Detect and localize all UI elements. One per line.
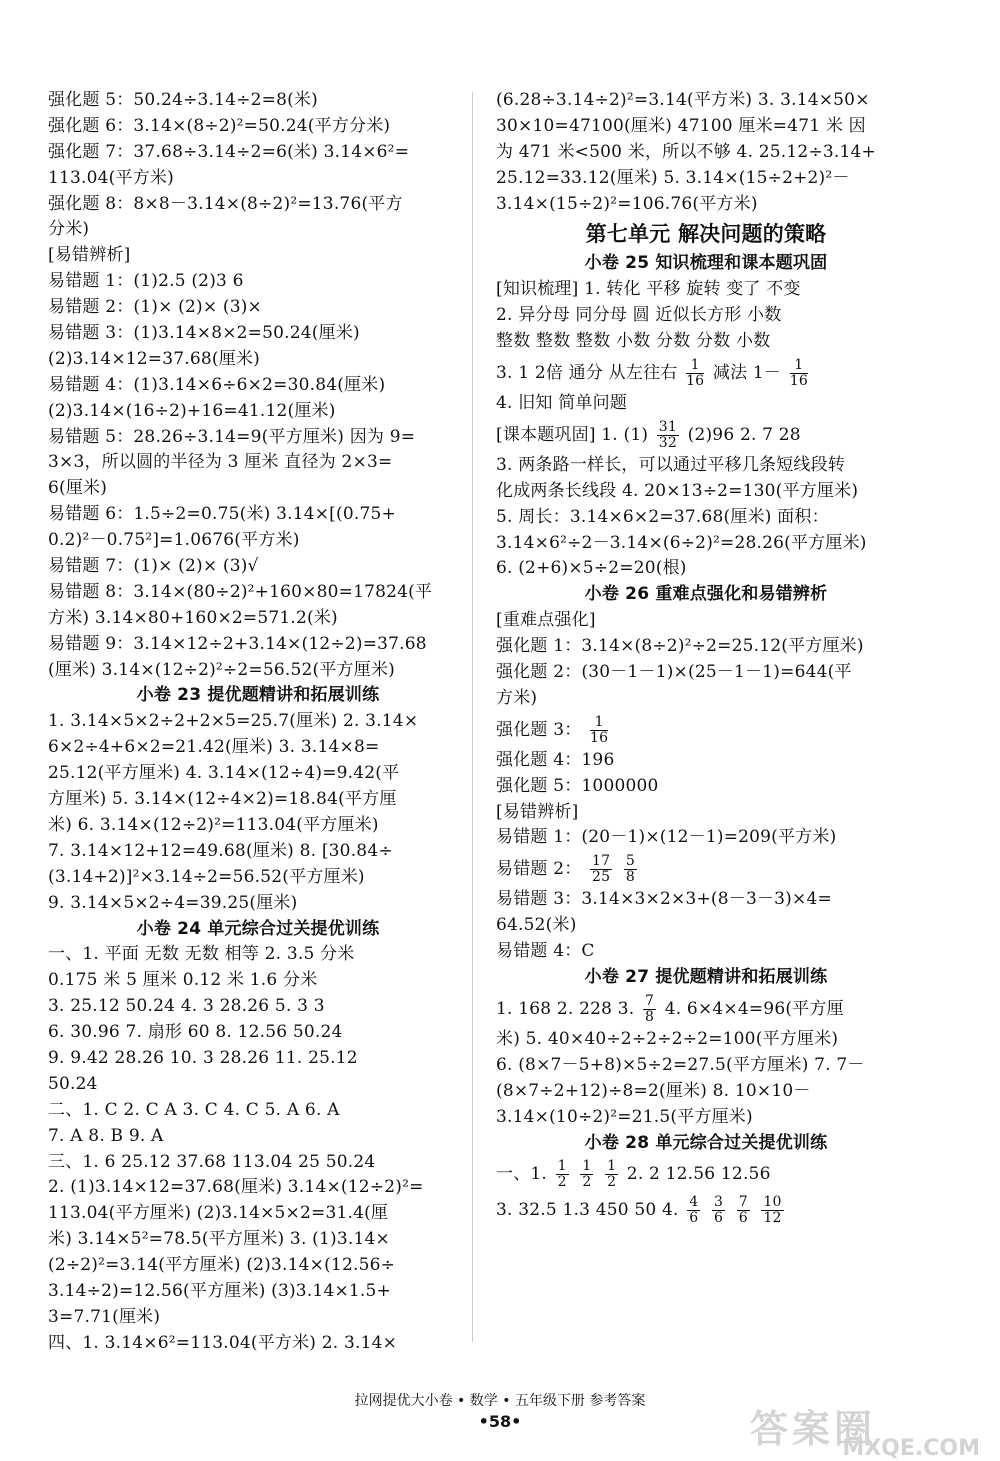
answer-line: 易错题 9：3.14×12÷2+3.14×(12÷2)=37.68: [48, 633, 427, 654]
quiz-title: 小卷 24 单元综合过关提优训练: [136, 918, 380, 939]
numerator: 1: [557, 1158, 567, 1175]
answer-line: 3=7.71(厘米): [48, 1306, 161, 1327]
text: 减法 1－: [712, 363, 782, 384]
q25-line-fractions: [496, 355, 916, 391]
unit-title: 第七单元 解决问题的策略: [585, 222, 827, 247]
fraction: [761, 1195, 783, 1226]
page-number: •58•: [478, 1412, 522, 1431]
text: 一、1.: [496, 1164, 548, 1185]
q25-line-fractions: [496, 417, 916, 453]
watermark-text: 答案圈: [750, 1407, 877, 1451]
quiz-25-title: 小卷 25 知识梳理和课本题巩固: [584, 253, 828, 274]
numerator: 7: [644, 992, 655, 1009]
answer-line: 25.12(平方厘米) 4. 3.14×(12÷4)=9.42(平: [48, 763, 400, 784]
q25-line: 整数 整数 整数 小数 分数 分数 小数: [496, 331, 771, 352]
denominator: 2: [607, 1174, 617, 1191]
fraction: [686, 358, 704, 389]
numerator: 1: [607, 1158, 617, 1175]
q25-line: 2. 异分母 同分母 圆 近似长方形 小数: [496, 305, 782, 326]
answer-line: 6(厘米): [48, 478, 108, 499]
text: 1. 168 2. 228 3.: [496, 998, 635, 1019]
denominator: 16: [789, 373, 808, 390]
q26-line: 强化题 5：1000000: [496, 775, 659, 796]
q27-line: 6. (8×7－5+8)×5÷2=27.5(平方厘米) 7. 7－: [496, 1054, 865, 1075]
q26-line: 易错题 4：C: [496, 941, 595, 962]
answer-line: 0.175 米 5 厘米 0.12 米 1.6 分米: [48, 970, 318, 991]
answer-line: 3. 25.12 50.24 4. 3 28.26 5. 3 3: [48, 996, 325, 1017]
q27-line-fractions: [496, 991, 916, 1027]
text: 易错题 2：: [496, 859, 582, 880]
quiz-27-title: 小卷 27 提优题精讲和拓展训练: [584, 967, 828, 988]
answer-line: 易错题 2：(1)× (2)× (3)×: [48, 297, 263, 318]
fraction: [605, 1159, 618, 1190]
answer-line: 3×3，所以圆的半径为 3 厘米 直径为 2×3=: [48, 452, 393, 473]
answer-line: (3.14+2)]²×3.14÷2=56.52(平方厘米): [48, 866, 365, 887]
text: 强化题 3：: [496, 719, 582, 740]
answer-line: 1. 3.14×5×2÷2+2×5=25.7(厘米) 2. 3.14×: [48, 711, 419, 732]
answer-line: 易错题 6：1.5÷2=0.75(米) 3.14×[(0.75+: [48, 504, 396, 525]
q28-line-fractions: [496, 1192, 916, 1228]
answer-line: 0.2)²－0.75²]=1.0676(平方米): [48, 530, 300, 551]
q27-line: 3.14×(10÷2)²=21.5(平方厘米): [496, 1106, 753, 1127]
answer-line: 分米): [48, 219, 90, 240]
text: 3. 1 2倍 通分 从左往右: [496, 363, 678, 384]
numerator: 1: [790, 358, 808, 374]
q26-line: 易错题 3：3.14×3×2×3+(8－3－3)×4=: [496, 889, 832, 910]
numerator: 17: [592, 853, 611, 870]
fraction: [643, 994, 656, 1025]
numerator: 7: [738, 1194, 748, 1211]
q25-line: 化成两条长线段 4. 20×13÷2=130(平方厘米): [496, 480, 859, 501]
answer-line: 易错题 3：(1)3.14×8×2=50.24(厘米): [48, 323, 360, 344]
q28-line-fractions: [496, 1156, 916, 1192]
quiz-28-title: 小卷 28 单元综合过关提优训练: [584, 1132, 828, 1153]
answer-line: 25.12=33.12(厘米) 5. 3.14×(15÷2+2)²－: [496, 167, 850, 188]
right-top-continuation: [496, 88, 916, 217]
answer-line: 7. A 8. B 9. A: [48, 1125, 164, 1146]
numerator: 3: [713, 1194, 724, 1211]
denominator: 6: [738, 1210, 748, 1227]
quiz-26-title: 小卷 26 重难点强化和易错辨析: [584, 584, 828, 605]
q25-line: 3.14×6²÷2－3.14×(6÷2)²=28.26(平方厘米): [496, 532, 867, 553]
answer-line: 方厘米) 5. 3.14×(12÷4×2)=18.84(平方厘: [48, 789, 397, 810]
answer-line: 6. 30.96 7. 扇形 60 8. 12.56 50.24: [48, 1022, 343, 1043]
q26-line: 强化题 2：(30－1－1)×(25－1－1)=644(平: [496, 662, 852, 683]
q25-line: [知识梳理] 1. 转化 平移 旋转 变了 不变: [496, 279, 801, 300]
numerator: 4: [689, 1194, 699, 1211]
denominator: 16: [590, 729, 609, 746]
answer-line: 强化题 7：37.68÷3.14÷2=6(米) 3.14×6²=: [48, 141, 410, 162]
answer-line: 米) 3.14×5²=78.5(平方厘米) 3. (1)3.14×: [48, 1229, 390, 1250]
q27-line: 米) 5. 40×40÷2÷2÷2÷2=100(平方厘米): [496, 1028, 839, 1049]
q26-line: 64.52(米): [496, 915, 577, 936]
text: (2)96 2. 7 28: [687, 424, 801, 445]
answer-line: 2. (1)3.14×12=37.68(厘米) 3.14×(12÷2)²=: [48, 1177, 424, 1198]
answer-line: 9. 3.14×5×2÷4=39.25(厘米): [48, 892, 298, 913]
q26-line: [易错辨析]: [496, 801, 579, 822]
numerator: 1: [590, 715, 608, 731]
answer-line: 为 471 米<500 米，所以不够 4. 25.12÷3.14+: [496, 141, 876, 162]
answer-line: 方米) 3.14×80+160×2=571.2(米): [48, 607, 338, 628]
q26-line-fractions: [496, 851, 916, 887]
answer-line: (2)3.14×12=37.68(厘米): [48, 348, 260, 369]
answer-line: 强化题 5：50.24÷3.14÷2=8(米): [48, 90, 318, 110]
answer-line: [易错辨析]: [48, 245, 131, 266]
answer-line: 6×2÷4+6×2=21.42(厘米) 3. 3.14×8=: [48, 737, 380, 758]
numerator: 1: [686, 358, 704, 374]
fraction: [624, 854, 637, 885]
answer-line: 易错题 4：(1)3.14×6÷6×2=30.84(厘米): [48, 374, 386, 395]
answer-line: 米) 6. 3.14×(12÷2)²=113.04(平方厘米): [48, 814, 379, 835]
answer-line: 113.04(平方米): [48, 167, 174, 188]
answer-line: 四、1. 3.14×6²=113.04(平方米) 2. 3.14×: [48, 1332, 398, 1353]
answer-line: 3.14÷2)=12.56(平方厘米) (3)3.14×1.5+: [48, 1280, 391, 1301]
answer-line: 3.14×(15÷2)²=106.76(平方米): [496, 193, 758, 214]
answer-line: 50.24: [48, 1073, 98, 1094]
watermark-logo: [750, 1398, 980, 1461]
quiz-title: 小卷 23 提优题精讲和拓展训练: [136, 685, 380, 706]
answer-line: 强化题 6：3.14×(8÷2)²=50.24(平方分米): [48, 115, 391, 136]
answer-line: 9. 9.42 28.26 10. 3 28.26 11. 25.12: [48, 1047, 358, 1068]
answer-line: 易错题 8：3.14×(80÷2)²+160×80=17824(平: [48, 581, 433, 602]
fraction: [712, 1195, 725, 1226]
q25-line: 5. 周长：3.14×6×2=37.68(厘米) 面积：: [496, 506, 829, 527]
denominator: 6: [689, 1210, 699, 1227]
answer-line: 7. 3.14×12+12=49.68(厘米) 8. [30.84÷: [48, 840, 393, 861]
fraction: [657, 420, 679, 451]
watermark-url: MXQE.COM: [842, 1436, 980, 1461]
denominator: 8: [625, 869, 635, 886]
q25-line: 3. 两条路一样长，可以通过平移几条短线段转: [496, 454, 846, 475]
answer-line: 易错题 7：(1)× (2)× (3)√: [48, 556, 259, 577]
q26-line: [重难点强化]: [496, 610, 596, 631]
fraction: [590, 715, 608, 746]
text: 4. 6×4×4=96(平方厘: [664, 998, 844, 1019]
q27-line: (8×7÷2+12)÷8=2(厘米) 8. 10×10－: [496, 1080, 811, 1101]
answer-line: (2÷2)²=3.14(平方厘米) (2)3.14×(12.56÷: [48, 1255, 396, 1276]
numerator: 5: [625, 853, 635, 870]
fraction: [790, 358, 808, 389]
q26-line: 强化题 1：3.14×(8÷2)²÷2=25.12(平方厘米): [496, 636, 864, 657]
answer-line: 30×10=47100(厘米) 47100 厘米=471 米 因: [496, 115, 866, 136]
right-column: [496, 88, 916, 1228]
denominator: 25: [592, 869, 611, 886]
q26-line: 强化题 4：196: [496, 749, 615, 770]
denominator: 32: [658, 434, 678, 451]
answer-line: 易错题 5：28.26÷3.14=9(平方厘米) 因为 9=: [48, 426, 416, 447]
column-divider: [472, 92, 473, 1342]
denominator: 12: [763, 1210, 782, 1227]
answer-line: 113.04(平方厘米) (2)3.14×5×2=31.4(厘: [48, 1203, 389, 1224]
q26-line: 方米): [496, 687, 538, 708]
denominator: 16: [686, 373, 705, 390]
book-title: 拉网提优大小卷 • 数学 • 五年级下册 参考答案: [354, 1393, 646, 1409]
denominator: 6: [713, 1210, 724, 1227]
denominator: 8: [644, 1008, 655, 1025]
text: 2. 2 12.56 12.56: [626, 1164, 771, 1185]
q26-line: 易错题 1：(20－1)×(12－1)=209(平方米): [496, 827, 837, 848]
text: 3. 32.5 1.3 450 50 4.: [496, 1200, 679, 1221]
numerator: 1: [582, 1158, 592, 1175]
fraction: [590, 854, 612, 885]
text: [课本题巩固] 1. (1): [496, 424, 649, 445]
fraction: [687, 1195, 700, 1226]
q25-line: 6. (2+6)×5÷2=20(根): [496, 558, 687, 579]
answer-line: 三、1. 6 25.12 37.68 113.04 25 50.24: [48, 1151, 376, 1172]
numerator: 10: [763, 1194, 782, 1211]
denominator: 2: [557, 1174, 567, 1191]
fraction: [556, 1159, 569, 1190]
answer-line: 一、1. 平面 无数 无数 相等 2. 3.5 分米: [48, 944, 355, 965]
numerator: 31: [658, 418, 678, 435]
q26-line-fractions: [496, 712, 916, 748]
fraction: [737, 1195, 750, 1226]
answer-line: (厘米) 3.14×(12÷2)²÷2=56.52(平方厘米): [48, 659, 395, 680]
answer-line: (2)3.14×(16÷2)+16=41.12(厘米): [48, 400, 336, 421]
answer-line: 强化题 8：8×8－3.14×(8÷2)²=13.76(平方: [48, 193, 403, 214]
answer-line: 二、1. C 2. C A 3. C 4. C 5. A 6. A: [48, 1099, 340, 1120]
q25-line: 4. 旧知 简单问题: [496, 393, 628, 414]
answer-line: 易错题 1：(1)2.5 (2)3 6: [48, 271, 244, 292]
fraction: [580, 1159, 593, 1190]
denominator: 2: [582, 1174, 592, 1191]
answer-line: (6.28÷3.14÷2)²=3.14(平方米) 3. 3.14×50×: [496, 90, 870, 110]
left-column: [48, 88, 468, 1357]
